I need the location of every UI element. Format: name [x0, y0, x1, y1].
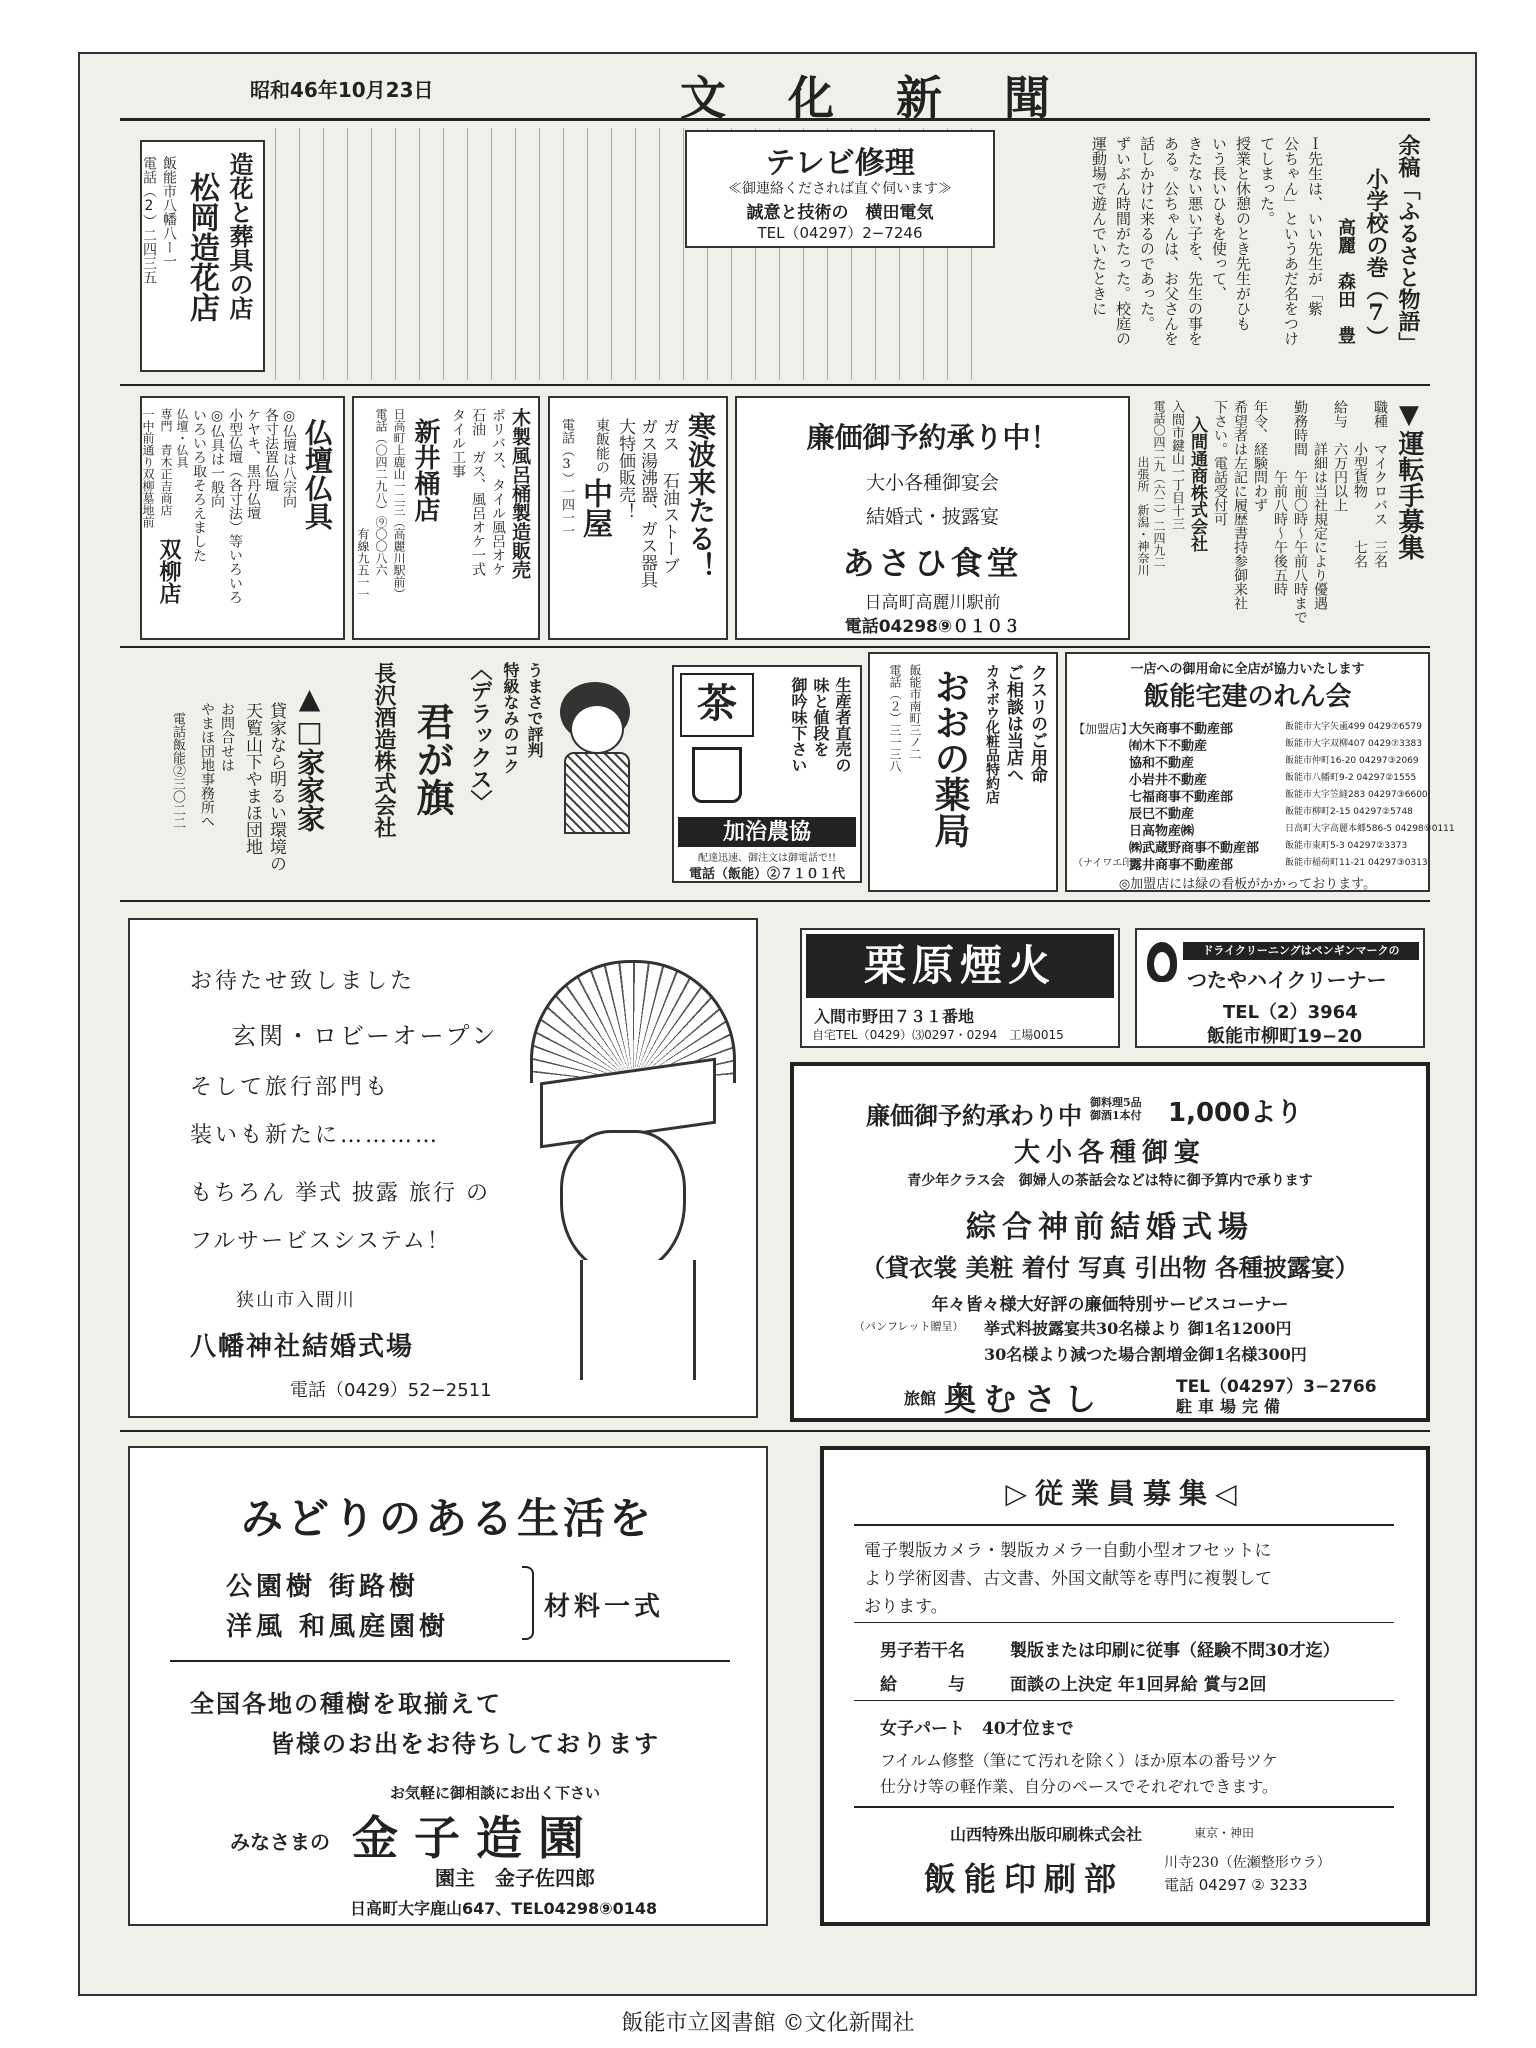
essay-text-2: 公ちゃん」というあだ名をつけ [1282, 136, 1300, 346]
noren-member-name: 協和不動産 [1129, 756, 1195, 771]
noren-member-tel: 飯能市仲町16-20 04297③2069 [1285, 756, 1419, 766]
kusuri-line-1: クスリのご用命 [1027, 664, 1047, 783]
noren-top: 一店への御用命に全店が協力いたします [1130, 662, 1365, 677]
essay-text-5: いう長いひもを使って、 [1210, 136, 1228, 301]
essay-text-1: Ｉ先生は、いい先生が「紫 [1306, 136, 1324, 316]
kaneko-name: 金子造園 [352, 1811, 600, 1865]
jugyoin-desc-3: おります。 [864, 1597, 948, 1617]
butsudan-line-2: 各寸法置仏壇 [263, 408, 279, 492]
asahi-shop: あさひ食堂 [842, 544, 1023, 582]
hachiman-line-5: もちろん 挙式 披露 旅行 の [190, 1181, 490, 1206]
hachiman-line-1: お待たせ致しました [190, 969, 416, 994]
noren-member-tel: 飯能市大字双柳407 0429⑦3383 [1285, 739, 1422, 749]
okumusashi-parking: 駐車場完備 [1176, 1397, 1287, 1416]
noren-member-tel: 飯能市柳町2-15 04297②5748 [1285, 807, 1413, 817]
jugyoin-row4: フイルム修整（筆にて汚れを除く）ほか原本の番号ツケ [880, 1751, 1278, 1770]
kaji-nokyo-ad [672, 665, 862, 883]
tv-ad-tel: TEL（04297）2−7246 [757, 224, 923, 242]
butsudan-title: 仏壇仏具 [301, 418, 334, 530]
essay-text-7: ある。公ちゃんは、お父さんを [1162, 136, 1180, 346]
tsutaya-tel: TEL（2）3964 [1223, 1002, 1358, 1023]
nakaya-shop: 中屋 [577, 478, 612, 538]
noren-member-name: 露井商事不動産部 [1129, 858, 1234, 873]
unten-line-5: 勤務時間 午前〇時〜午前八時まで [1292, 400, 1308, 624]
okumusashi-line-3: 青少年クラス会 御婦人の茶話会などは特に御予算内で承ります [907, 1173, 1313, 1189]
tv-repair-ad [685, 130, 995, 248]
nakaya-shop-pre: 東飯能の [594, 418, 610, 474]
essay-subheading: 小学校の巻（7） [1363, 168, 1389, 348]
kaneko-line-3: 材料一式 [544, 1592, 665, 1622]
okeya-line-3: タイル工事 [450, 408, 466, 478]
kaneko-line-1: 公園樹 街路樹 [226, 1572, 420, 1602]
arai-okeya-ad [352, 396, 540, 640]
jugyoin-name: 飯能印刷部 [924, 1860, 1125, 1898]
asahi-line-1: 大小各種御宴会 [865, 472, 999, 494]
okumusashi-line-5: （貸衣裳 美粧 着付 写真 引出物 各種披露宴） [861, 1253, 1359, 1282]
essay-text-8: 話しかけに来るのであった。 [1138, 136, 1156, 331]
noren-member-tel: 飯能市稲荷町11-21 04297③0313 [1285, 858, 1428, 868]
essay-text-4: 授業と休憩のとき先生がひも [1234, 136, 1252, 331]
butsudan-line-5: ◎仏具は一般向 [209, 408, 225, 508]
tea-cup-icon [692, 747, 742, 803]
jugyoin-desc-1: 電子製版カメラ・製版カメラ一自動小型オフセットに [864, 1541, 1272, 1561]
okumusashi-line-6: 年々皆々様大好評の廉価特別サービスコーナー [931, 1295, 1289, 1315]
kaneko-line-2: 洋風 和風庭園樹 [226, 1612, 450, 1642]
zouka-ad-shop: 松岡造花店 [184, 172, 219, 322]
noren-member-name: 七福商事不動産部 [1129, 790, 1234, 805]
jugyoin-address: 川寺230（佐瀬整形ウラ） [1164, 1855, 1331, 1871]
bride-illustration [520, 960, 740, 1380]
okumusashi-line-8: 30名様より減つた場合割増金御1名様300円 [984, 1345, 1307, 1364]
unten-tel: 電話〇四二九（六二）二四九二 [1152, 400, 1166, 568]
hachiman-line-3: そして旅行部門も [190, 1075, 391, 1100]
okeya-shop: 新井桶店 [410, 418, 440, 522]
sake-line-3: 〈デラックス〉 [467, 658, 493, 812]
okumusashi-line-4: 綜合神前結婚式場 [966, 1210, 1254, 1245]
essay-author: 高麗 森田 豊 [1335, 218, 1356, 344]
kusuri-address: 飯能市南町三ノ二 [908, 664, 922, 760]
noren-mark: （ナイワエ印） [1073, 858, 1143, 869]
tsutaya-address: 飯能市柳町19−20 [1207, 1026, 1363, 1047]
kaneko-line-4: 全国各地の種樹を取揃えて [190, 1689, 502, 1718]
asahi-shokudo-ad [735, 396, 1130, 640]
essay-text-10: 運動場で遊んでいたときに [1090, 136, 1108, 316]
sake-company: 長沢酒造株式会社 [371, 662, 397, 838]
newspaper-title: 文化新聞 [680, 71, 1112, 125]
butsudan-ad [140, 396, 345, 640]
nakaya-line-1: ガス 石油ストーブ [659, 418, 679, 574]
kaneko-line-5: 皆様のお出をお待ちしております [270, 1729, 660, 1758]
house-line-3: お問合せは [219, 702, 235, 772]
noren-title: 飯能宅建のれん会 [1143, 682, 1352, 712]
nakaya-ad [548, 396, 728, 640]
kusuri-shop: おおの薬局 [929, 668, 971, 848]
woman-illustration [550, 682, 640, 832]
okumusashi-line-7: 挙式料披露宴共30名様より 御1名1200円 [984, 1319, 1292, 1338]
butsudan-line-7: 仏壇・仏具 [175, 408, 189, 468]
okeya-line-1: ポリバス、タイル風呂オケ [490, 408, 506, 576]
butsudan-line-4: 小型仏壇（各寸法）等いろいろ [227, 408, 243, 604]
jugyoin-company-location: 東京・神田 [1194, 1826, 1255, 1840]
brace-divider [522, 1566, 534, 1640]
okumusashi-line-1b: 御料理5品 御酒1本付 [1090, 1096, 1142, 1122]
unten-line-8: 希望者は左記に履歴書持参御来社 [1232, 400, 1248, 610]
noren-member-tel: 日高町大字高麗本郷586-5 04298⑨0111 [1285, 824, 1455, 834]
library-credit: 飯能市立図書館 ©文化新聞社 [621, 2011, 915, 2036]
noren-member-tel: 飯能市八幡町9-2 04297②1555 [1285, 773, 1417, 783]
noren-label: 【加盟店】 [1073, 722, 1134, 736]
unten-title: ▼運転手募集 [1394, 400, 1424, 560]
okumusashi-pre: 旅館 [904, 1389, 937, 1408]
butsudan-line-3: ケヤキ、黒丹仏壇 [245, 408, 261, 520]
penguin-icon [1147, 942, 1177, 982]
house-line-4: やまほ団地事務所へ [199, 702, 215, 828]
house-tel: 電話飯能②三〇二二 [170, 712, 185, 829]
kusuri-line-3: カネボウ化粧品特約店 [984, 664, 1000, 804]
issue-date: 昭和46年10月23日 [250, 78, 434, 102]
kaji-note: 配達迅速、御注文は御電話で!! [697, 853, 837, 864]
okumusashi-price: 1,000より [1168, 1098, 1303, 1128]
hachiman-jinja-ad [128, 918, 758, 1418]
okeya-tel2: 有線九五一一 [356, 528, 370, 600]
asahi-address: 日高町高麗川駅前 [864, 593, 1001, 613]
kusuri-line-2: ご相談は当店へ [1003, 664, 1023, 783]
tv-ad-tagline: ≪御連絡くだされば直ぐ伺います≫ [728, 181, 952, 197]
hachiman-line-4: 装いも新たに………… [190, 1123, 441, 1148]
butsudan-line-6: いろいろ取そろえました [191, 408, 207, 562]
noren-note: ◎加盟店には緑の看板がかかっております。 [1118, 877, 1377, 892]
tsutaya-top: ドライクリーニングはペンギンマークの [1183, 942, 1419, 960]
okumusashi-line-7a: （パンフレット贈呈） [854, 1320, 964, 1333]
kaji-tel: 電話（飯能）②７１０１代 [688, 867, 845, 882]
essay-text-3: てしまった。 [1258, 136, 1276, 226]
house-line-1: 貸家なら明るい環境の [266, 702, 286, 872]
zouka-ad-address: 飯能市八幡八ー一 [161, 156, 177, 268]
unten-line-9: 下さい。電話受付可 [1212, 400, 1228, 526]
noren-member-name: 大矢商事不動産部 [1129, 722, 1234, 737]
unten-line-2: 小型貨物 七名 [1352, 400, 1368, 568]
kimigahata-sake-ad [340, 652, 658, 892]
asahi-line-2: 結婚式・披露宴 [865, 506, 999, 528]
zouka-ad [140, 140, 265, 372]
okeya-line-2: 石油 ガス、風呂オケ一式 [470, 408, 486, 576]
kaneko-pre: みなさまの [230, 1830, 330, 1854]
butsudan-line-8: 専門 青木正吉商店 [159, 408, 173, 516]
sake-brand: 君が旗 [410, 702, 455, 816]
nakaya-tel: 電話（3）一四一一 [559, 418, 574, 537]
jugyoin-row1-label: 男子若干名 [880, 1641, 965, 1661]
jugyoin-row3: 女子パート 40才位まで [880, 1719, 1074, 1739]
unten-company: 入間通商株式会社 [1187, 416, 1207, 552]
essay-text-9: ずいぶん時間がたった。校庭の [1114, 136, 1132, 346]
butsudan-address: 一中前通り双柳墓地前 [141, 408, 155, 528]
asahi-title: 廉価御予約承り中！ [806, 421, 1059, 454]
jugyoin-row1-value: 製版または印刷に従事（経験不問30才迄） [1010, 1641, 1340, 1661]
jugyoin-row5: 仕分け等の軽作業、自分のペースでそれぞれできます。 [880, 1777, 1278, 1796]
sake-line-1: うまさで評判 [525, 662, 544, 758]
hachiman-address: 狭山市入間川 [236, 1290, 356, 1311]
jugyoin-recruit-ad [820, 1446, 1430, 1926]
jugyoin-desc-2: より学術図書、古文書、外国文献等を専門に複製して [864, 1569, 1272, 1589]
hachiman-name: 八幡神社結婚式場 [190, 1332, 415, 1362]
kurihara-address: 入間市野田７３１番地 [814, 1007, 975, 1026]
nakaya-line-2: ガス湯沸器、ガス器具 [637, 418, 657, 588]
kaneko-address: 日高町大字鹿山647、TEL04298⑨0148 [350, 1899, 658, 1918]
okeya-title: 木製風呂桶製造販売 [509, 408, 531, 579]
kusuri-tel: 電話（２）三一三八 [888, 664, 902, 772]
tsutaya-name: つたやハイクリーナー [1187, 968, 1387, 992]
unten-line-3: 給与 六万円以上 [1332, 400, 1348, 512]
okeya-tel: 電話（〇四二九八）⑨〇〇八六 [374, 408, 388, 576]
essay-heading: 余稿「ふるさと物語」 [1395, 134, 1421, 354]
unten-branch: 出張所 新潟・神奈川 [1136, 456, 1150, 576]
jugyoin-row2-value: 面談の上決定 年1回昇給 賞与2回 [1010, 1675, 1267, 1695]
jugyoin-tel: 電話 04297 ② 3233 [1164, 1876, 1308, 1894]
jugyoin-company: 山西特殊出版印刷株式会社 [950, 1825, 1143, 1844]
hachiman-line-2: 玄関・ロビーオープン [232, 1022, 499, 1050]
hachiman-tel: 電話（0429）52−2511 [290, 1380, 492, 1401]
kaneko-zoen-ad [128, 1446, 768, 1926]
yamaho-danchi-ad [140, 652, 335, 892]
jugyoin-row2-label: 給 与 [880, 1675, 965, 1695]
kaji-line-2: 味と値段を [811, 677, 830, 757]
noren-member-name: 小岩井不動産 [1129, 773, 1208, 788]
noren-member-tel: 飯能市大字笠縫283 04297③6600 [1285, 790, 1428, 800]
butsudan-shop: 双柳店 [156, 538, 182, 604]
noren-member-tel: 飯能市東町5-3 04297②3373 [1285, 841, 1408, 851]
zouka-ad-tel: 電話（2）二四三五 [141, 156, 157, 284]
okumusashi-line-2: 大小各種御宴 [1013, 1138, 1206, 1168]
essay-text-6: きたない悪い子を、先生の事を [1186, 136, 1204, 346]
tea-badge: 茶 [680, 673, 754, 737]
jugyoin-title: ▷従業員募集◁ [1005, 1477, 1245, 1510]
unten-line-1: 職種 マイクロバス 三名 [1372, 400, 1388, 568]
tsutaya-cleaner-ad [1135, 928, 1425, 1048]
house-line-2: 天覧山下やまほ団地 [242, 702, 262, 855]
unten-line-6: 午前八時〜午後五時 [1272, 400, 1288, 596]
zouka-ad-title: 造花と葬具の店 [225, 152, 254, 320]
tv-ad-shop: 誠意と技術の 横田電気 [746, 203, 934, 223]
sake-line-2: 特級なみのコク [501, 662, 520, 774]
noren-member-name: ㈲木下不動産 [1129, 739, 1208, 754]
noren-member-tel: 飯能市大字矢颪499 0429⑦6579 [1285, 722, 1422, 732]
unten-recruit-ad [1136, 396, 1430, 640]
noren-member-name: 日高物産㈱ [1129, 824, 1195, 839]
kaneko-line-6: お気軽に御相談にお出く下さい [390, 1784, 601, 1802]
nakaya-line-3: 大特価販売！ [615, 418, 635, 520]
essay-column [1000, 128, 1430, 380]
kaji-line-1: 生産者直売の [833, 677, 852, 773]
noren-kai-ad [1065, 652, 1455, 892]
tv-ad-title: テレビ修理 [765, 146, 915, 181]
okeya-address: 日高町上鹿山一二三（高麗川駅前） [392, 408, 406, 600]
noren-member-name: 辰巳不動産 [1129, 807, 1195, 822]
masthead [120, 60, 1430, 125]
nakaya-title: 寒波来たる！ [684, 412, 717, 580]
kaji-shop: 加治農協 [678, 817, 856, 847]
noren-member-name: ㈱武蔵野商事不動産部 [1129, 841, 1260, 856]
kurihara-enka-ad [800, 928, 1120, 1048]
unten-line-7: 年令、経験問わず [1252, 400, 1268, 512]
hachiman-line-6: フルサービスシステム！ [190, 1229, 451, 1254]
okumusashi-tel: TEL（04297）3−2766 [1176, 1377, 1377, 1397]
okumusashi-ad [790, 1062, 1430, 1422]
kaneko-title: みどりのある生活を [240, 1494, 655, 1543]
butsudan-line-1: ◎仏壇は八宗向 [281, 408, 297, 508]
asahi-tel: 電話04298⑨０１０３ [844, 617, 1021, 637]
kaji-line-3: 御吟味下さい [789, 677, 808, 773]
oono-pharmacy-ad [868, 652, 1058, 892]
okumusashi-line-1: 廉価御予約承わり中 [866, 1101, 1082, 1130]
unten-line-4: 詳細は当社規定により優遇 [1312, 400, 1328, 610]
kurihara-tel: 自宅TEL（0429）⑶0297・0294 工場0015 [812, 1028, 1064, 1042]
house-title: ▲□家家家 [293, 682, 326, 832]
kaneko-owner: 園主 金子佐四郎 [435, 1866, 595, 1890]
okumusashi-name: 奥むさし [944, 1380, 1105, 1418]
unten-address: 入間市鍵山一丁目十三 [1169, 400, 1184, 530]
kurihara-title: 栗原煙火 [806, 934, 1114, 998]
